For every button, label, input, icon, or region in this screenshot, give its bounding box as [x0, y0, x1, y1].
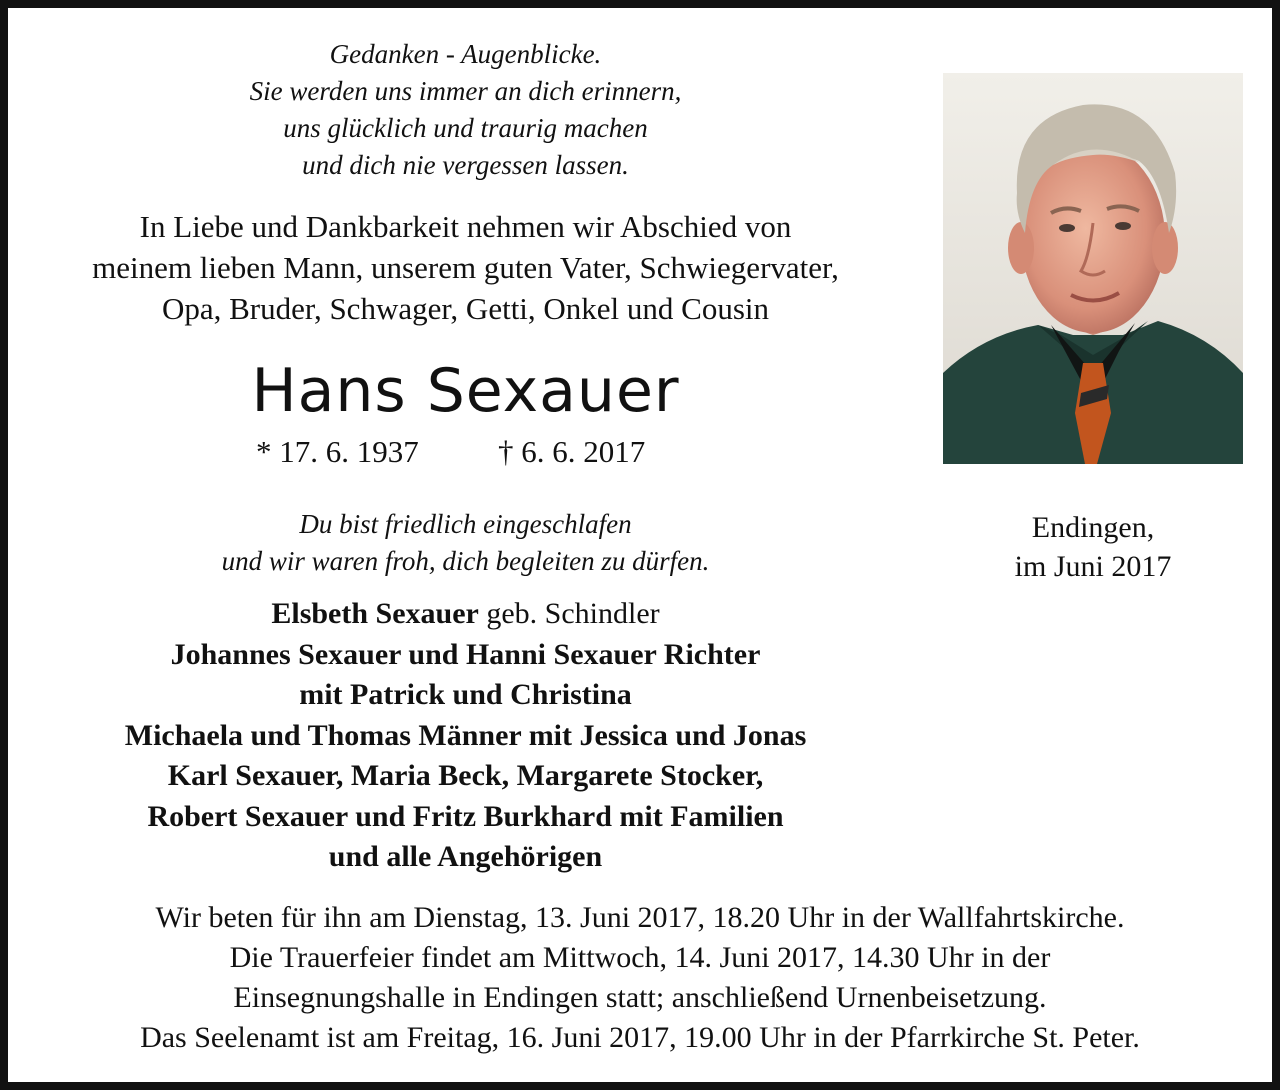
family-line: Karl Sexauer, Maria Beck, Margarete Stocker,	[167, 759, 764, 792]
place-and-date	[943, 508, 1243, 586]
service-line: Einsegnungshalle in Endingen statt; anschließend Urnenbeisetzung.	[233, 981, 1047, 1014]
family-line: Michaela und Thomas Männer mit Jessica und Jonas	[124, 718, 807, 752]
second-poem	[18, 506, 913, 580]
intro-line: In Liebe und Dankbarkeit nehmen wir Abschied von	[139, 209, 792, 244]
service-details	[8, 898, 1272, 1058]
poem-line: und dich nie vergessen lassen.	[302, 150, 629, 180]
widow-name: Elsbeth Sexauer	[271, 597, 479, 630]
family-line: mit Patrick und Christina	[299, 678, 632, 711]
top-poem	[38, 36, 893, 184]
poem-line: Sie werden uns immer an dich erinnern,	[249, 76, 682, 106]
family-line: und alle Angehörigen	[328, 840, 603, 873]
date-line: im Juni 2017	[1014, 550, 1172, 583]
portrait-photo	[943, 73, 1243, 464]
intro-line: Opa, Bruder, Schwager, Getti, Onkel und Cousin	[161, 291, 770, 326]
deceased-name: Hans Sexauer	[251, 356, 680, 426]
death-date: † 6. 6. 2017	[498, 434, 646, 469]
family-line: Robert Sexauer und Fritz Burkhard mit Familien	[147, 799, 784, 833]
poem-line: Gedanken - Augenblicke.	[329, 39, 602, 69]
service-line: Das Seelenamt ist am Freitag, 16. Juni 2017, 19.00 Uhr in der Pfarrkirche St. Peter.	[140, 1021, 1140, 1054]
service-line: Wir beten für ihn am Dienstag, 13. Juni 2017, 18.20 Uhr in der Wallfahrtskirche.	[155, 901, 1125, 934]
intro-line: meinem lieben Mann, unserem guten Vater, Schwiegervater,	[92, 250, 839, 285]
widow-maiden-name: geb. Schindler	[478, 597, 660, 630]
family-line	[18, 594, 913, 635]
place-line: Endingen,	[1031, 511, 1155, 544]
birth-date: * 17. 6. 1937	[256, 434, 419, 469]
poem-line: Du bist friedlich eingeschlafen	[299, 509, 632, 539]
poem-line: uns glücklich und traurig machen	[283, 113, 648, 143]
service-line: Die Trauerfeier findet am Mittwoch, 14. Juni 2017, 14.30 Uhr in der	[229, 941, 1051, 974]
family-list	[18, 594, 913, 878]
poem-line: und wir waren froh, dich begleiten zu dürfen.	[221, 546, 710, 576]
family-line: Johannes Sexauer und Hanni Sexauer Richter	[170, 637, 761, 671]
intro-text	[18, 206, 913, 329]
